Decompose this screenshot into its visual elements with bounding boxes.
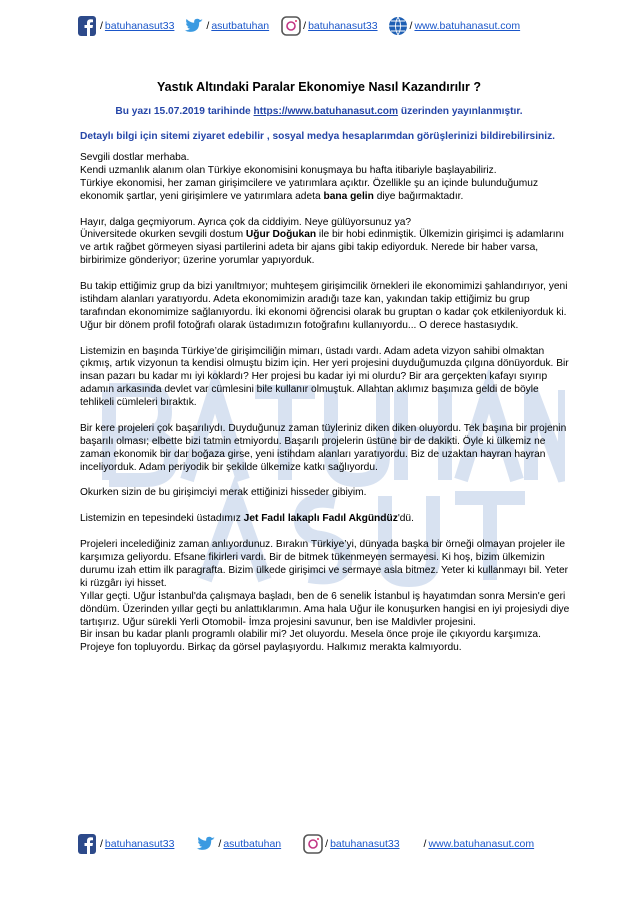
separator-slash: / xyxy=(100,20,103,32)
facebook-link[interactable]: batuhanasut33 xyxy=(104,838,175,850)
footer-social-bar xyxy=(78,830,558,858)
separator-slash: / xyxy=(218,838,222,850)
separator-slash: / xyxy=(206,20,210,32)
twitter-link[interactable]: asutbatuhan xyxy=(223,838,282,850)
paragraph xyxy=(80,539,570,655)
publish-info-link[interactable]: https://www.batuhanasut.com xyxy=(253,106,399,117)
article-body xyxy=(80,152,570,668)
header-website-item[interactable] xyxy=(388,15,521,37)
paragraph-line: Türkiye ekonomisi, her zaman girişimcilere ve yatırımlara açıktır. Özellikle şu an içinde bulunduğumuz ekonomik şartlar, yeni girişimlere ve yatırımlara adeta xyxy=(80,177,539,202)
instagram-link[interactable]: batuhanasut33 xyxy=(330,838,400,850)
twitter-icon xyxy=(196,833,216,855)
footer-twitter-item[interactable] xyxy=(196,833,281,855)
bold-name: Jet Fadıl lakaplı Fadıl Akgündüz xyxy=(243,513,398,525)
paragraph-line: Yıllar geçti. Uğur İstanbul'da çalışmaya başladı, ben de 6 senelik İstanbul iş hayatımdan sonra Mersin'e geri döndüm. Üzerinden yıllar geçti bu anlattıklarımın. Ama hala Uğur ile konuşurken hangisi en iyi projesiydi diye tartışırız. Uğur sürekli Yerli Otomobil- İmza projesini savunur, ben ise Maldivler projesini. xyxy=(80,590,570,628)
twitter-icon xyxy=(184,15,204,37)
header-facebook-item[interactable] xyxy=(78,15,174,37)
paragraph: Bu takip ettiğimiz grup da bizi yanıltmıyor; muhteşem girişimcilik örnekleri ile ekonomimizi şahlandırıyor, yeni istihdam alanları yaratıyordu. Adeta ekonomimizin aradığı taze kan, yakından takip ettiğimiz bu grup tarafından ekonomimize sağlanıyordu. İki ekonomi öğrencisi olarak bu gruptan o kadar çok etkileniyorduk ki. Uğur bir dönem profil fotoğrafı olarak üstadımızın fotoğrafını kullanıyordu... O derece hastasıydık. xyxy=(80,281,568,331)
website-link[interactable]: www.batuhanasut.com xyxy=(414,20,521,32)
paragraph-line: Projeleri incelediğiniz zaman anlıyordunuz. Bırakın Türkiye’yi, dünyada başka bir örneği olmayan projeler ile karşımıza geliyordu. Efsane fikirleri vardı. Bir de bitmek tükenmeyen sermayesi. Ki hoş, bizim ülkemizin durumu izah ettim ilk paragrafta. Bizim ülkede girişimci ve sermaye asla bitmez. Yeter ki kullanmayı bil. Yeter ki rüzgârı iyi hisset. xyxy=(80,539,569,589)
instagram-icon xyxy=(303,833,323,855)
paragraph xyxy=(80,152,570,204)
paragraph-line: diye bağırmaktadır. xyxy=(373,190,464,202)
footer-facebook-item[interactable] xyxy=(78,833,174,855)
publish-info xyxy=(0,106,638,117)
paragraph xyxy=(80,513,570,526)
header-social-bar xyxy=(78,12,558,40)
paragraph: Bir kere projeleri çok başarılıydı. Duyduğunuz zaman tüyleriniz diken diken oluyordu. Tek başına bir projenin başarılı olması; elbette bizi tatmin etmiyordu. Başarılı projelerin üstüne bir de dakikti. Öyle ki ülkemiz ne zaman ekonomik bir dar boğaza girse, yeni istihdam alanları yaratıyordu. Biz de uzaktan hayran hayran inceliyorduk. Adam periyodik bir şekilde ülkemize katkı sağlıyordu. xyxy=(80,422,567,473)
separator-slash: / xyxy=(423,838,427,850)
footer-website-item[interactable] xyxy=(422,838,535,850)
separator-slash: / xyxy=(325,838,329,850)
facebook-icon xyxy=(78,15,98,37)
header-instagram-item[interactable] xyxy=(281,15,377,37)
intro-note: Detaylı bilgi için sitemi ziyaret edebilir , sosyal medya hesaplarımdan görüşlerinizi bildirebilirsiniz. xyxy=(80,131,556,142)
separator-slash: / xyxy=(303,20,307,32)
page-title: Yastık Altındaki Paralar Ekonomiye Nasıl Kazandırılır ? xyxy=(157,80,481,94)
twitter-link[interactable]: asutbatuhan xyxy=(211,20,270,32)
facebook-icon xyxy=(78,833,98,855)
instagram-icon xyxy=(281,15,301,37)
paragraph-line: Üniversitede okurken sevgili dostum xyxy=(80,229,246,241)
paragraph-line: Hayır, dalga geçmiyorum. Ayrıca çok da ciddiyim. Neye gülüyorsunuz ya? xyxy=(80,216,412,228)
separator-slash: / xyxy=(409,20,413,32)
publish-info-prefix: Bu yazı 15.07.2019 tarihinde xyxy=(115,106,254,117)
bold-name: Uğur Doğukan xyxy=(245,229,317,241)
separator-slash: / xyxy=(100,838,103,850)
paragraph xyxy=(80,217,570,269)
paragraph-line: 'dü. xyxy=(397,513,414,525)
instagram-link[interactable]: batuhanasut33 xyxy=(308,20,378,32)
paragraph: Okurken sizin de bu girişimciyi merak ettiğinizi hisseder gibiyim. xyxy=(80,487,367,499)
paragraph-line: ile bir hobi edinmiştik. Ülkemizin girişimci iş adamlarını ve artık rağbet görmeyen siyasi partilerini adeta bir ajans gibi takip ediyorduk. Nerede bir haber varsa, birbirimize gönderiyor; üzerine yorumlar yapıyorduk. xyxy=(80,229,565,267)
paragraph-line: Sevgili dostlar merhaba. xyxy=(80,152,190,163)
footer-instagram-item[interactable] xyxy=(303,833,399,855)
publish-info-suffix: üzerinden yayınlanmıştır. xyxy=(398,106,523,117)
paragraph-line: Listemizin en tepesindeki üstadımız xyxy=(80,513,244,525)
header-twitter-item[interactable] xyxy=(184,15,269,37)
website-link[interactable]: www.batuhanasut.com xyxy=(428,838,535,850)
paragraph-line: Bir insan bu kadar planlı programlı olabilir mi? Jet oluyordu. Mesela önce proje ile çıkıyordu karşımıza. Projeye fon topluyordu. Birkaç da görsel paylaşıyordu. Halkımız merakta kalmıyordu. xyxy=(80,629,541,654)
facebook-link[interactable]: batuhanasut33 xyxy=(104,20,175,32)
globe-icon xyxy=(388,15,408,37)
paragraph-line: Kendi uzmanlık alanım olan Türkiye ekonomisini konuşmaya bu hafta itibariyle başlayabiliriz. xyxy=(80,164,497,176)
paragraph: Listemizin en başında Türkiye’de girişimciliğin mimarı, üstadı vardı. Adam adeta vizyon sahibi olmaktan çıkmış, artık vizyonun ta kendisi olmuştu bizim için. Her yeri projesini duyduğumuzda çılgına dönüyorduk. Bir insan pazarı bu kadar mı iyi koklardı? Her projesi bu kadar iyi mi olurdu? Bir ara gerçekten kafayı sıyırıp adamın arkasında devlet var cümlesini bile kullanır olmuştuk. Allahtan aklımız başımıza geldi de böyle tehlikeli cümleleri bıraktık. xyxy=(80,345,569,409)
bold-phrase: bana gelin xyxy=(323,190,374,202)
